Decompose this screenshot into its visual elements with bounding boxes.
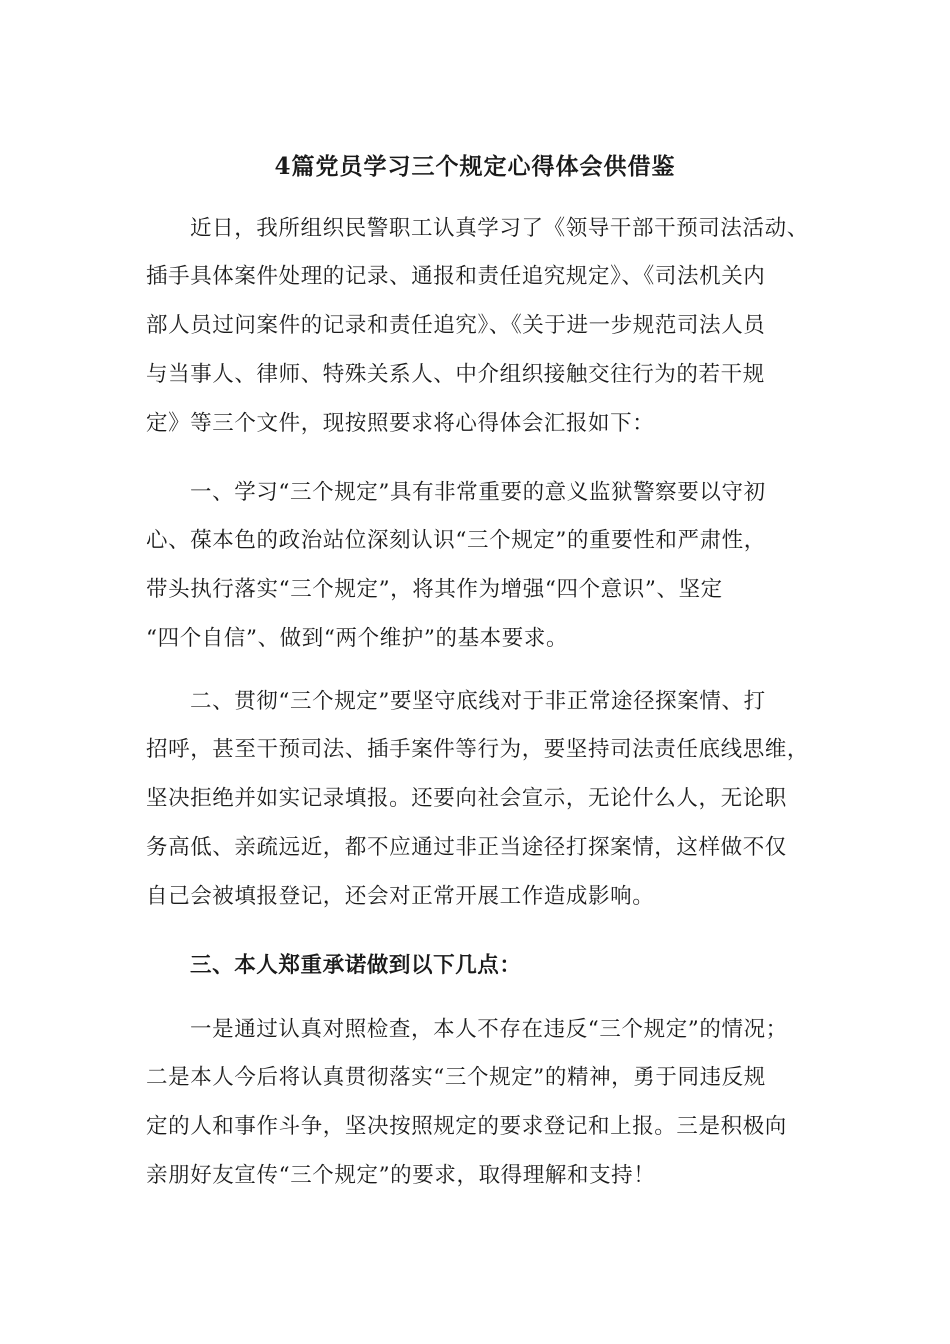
paragraph-line: 插手具体案件处理的记录、通报和责任追究规定》、《司法机关内 [146, 264, 766, 289]
paragraph-line: 务高低、亲疏远近，都不应通过非正当途径打探案情，这样做不仅 [146, 835, 787, 860]
paragraph-line: 招呼，甚至干预司法、插手案件等行为，要坚持司法责任底线思维， [146, 737, 810, 762]
document-title: 4篇党员学习三个规定心得体会供借鉴 [274, 153, 676, 180]
section-three-heading: 三、本人郑重承诺做到以下几点： [190, 953, 522, 978]
paragraph-line: 定的人和事作斗争，坚决按照规定的要求登记和上报。三是积极向 [146, 1114, 787, 1139]
paragraph-line: 与当事人、律师、特殊关系人、中介组织接触交往行为的若干规 [146, 362, 765, 387]
paragraph-line: 近日，我所组织民警职工认真学习了《领导干部干预司法活动、 [190, 216, 809, 241]
paragraph-line: 部人员过问案件的记录和责任追究》、《关于进一步规范司法人员 [146, 313, 766, 338]
paragraph-line: 带头执行落实“三个规定”，将其作为增强“四个意识”、坚定 [146, 577, 723, 602]
paragraph-line: “四个自信”、做到“两个维护”的基本要求。 [146, 626, 569, 651]
paragraph-line: 一是通过认真对照检查，本人不存在违反“三个规定”的情况； [190, 1017, 788, 1042]
paragraph-line: 一、学习“三个规定”具有非常重要的意义监狱警察要以守初 [190, 480, 766, 505]
paragraph-line: 二是本人今后将认真贯彻落实“三个规定”的精神，勇于同违反规 [146, 1065, 766, 1090]
paragraph-line: 心、葆本色的政治站位深刻认识“三个规定”的重要性和严肃性， [146, 528, 766, 553]
paragraph-line: 定》等三个文件，现按照要求将心得体会汇报如下： [146, 411, 655, 436]
paragraph-line: 亲朋好友宣传“三个规定”的要求，取得理解和支持！ [146, 1163, 656, 1188]
paragraph-line: 二、贯彻“三个规定”要坚守底线对于非正常途径探案情、打 [190, 689, 766, 714]
paragraph-line: 坚决拒绝并如实记录填报。还要向社会宣示，无论什么人，无论职 [146, 786, 787, 811]
paragraph-line: 自己会被填报登记，还会对正常开展工作造成影响。 [146, 884, 655, 909]
